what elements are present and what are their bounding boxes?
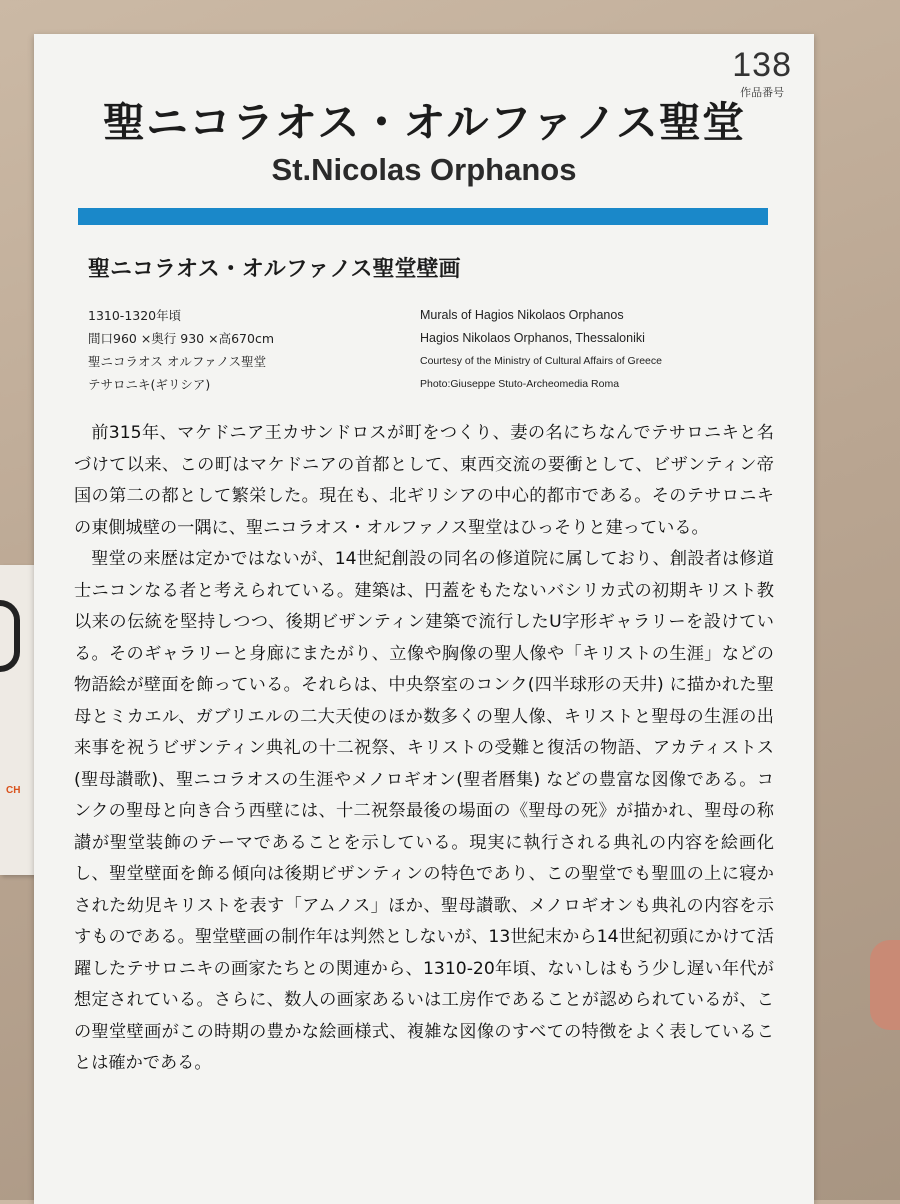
subtitle-japanese: 聖ニコラオス・オルファノス聖堂壁画	[88, 256, 461, 282]
photo-credit: Photo:Giuseppe Stuto-Archeomedia Roma	[420, 378, 620, 390]
metadata-english	[420, 304, 662, 396]
metadata-japanese	[88, 304, 274, 396]
location-text: 聖ニコラオス オルファノス聖堂	[88, 354, 267, 369]
date-text: 1310-1320年頃	[88, 308, 182, 323]
city-text: テサロニキ(ギリシア)	[88, 377, 211, 392]
work-title-english: Murals of Hagios Nikolaos Orphanos	[420, 308, 624, 322]
paragraph: 聖堂の来歴は定かではないが、14世紀創設の同名の修道院に属しており、創設者は修道士ニコンなる者と考えられている。建築は、円蓋をもたないバシリカ式の初期キリスト教以来の伝統を堅持しつつ、後期ビザンティン建築で流行したU字形ギャラリーを設けている。そのギャラリーと身廊にまたがり、立像や胸像の聖人像や「キリストの生涯」などの物語絵が壁面を飾っている。それらは、中央祭室のコンク(四半球形の天井) に描かれた聖母とミカエル、ガブリエルの二大天使のほか数多くの聖人像、キリストと聖母の生涯の出来事を祝うビザンティン典礼の十二祝祭、キリストの受難と復活の物語、アカティストス(聖母讃歌)、聖ニコラオスの生涯やメノロギオン(聖者暦集) などの豊富な図像である。コンクの聖母と向き合う西壁には、十二祝祭最後の場面の《聖母の死》が描かれ、聖母の称讃が聖堂装飾のテーマであることを示している。現実に執行される典礼の内容を絵画化し、聖堂壁面を飾る傾向は後期ビザンティンの特色であり、この聖堂でも聖皿の上に寝かされた幼児キリストを表す「アムノス」ほか、聖母讃歌、メノロギオンも典礼の内容を示すものである。聖堂壁画の制作年は判然としないが、13世紀末から14世紀初頭にかけて活躍したテサロニキの画家たちとの関連から、1310-20年頃、ないしはもう少し遅い年代が想定されている。さらに、数人の画家あるいは工房作であることが認められているが、この聖堂壁画がこの時期の豊かな絵画様式、複雑な図像のすべての特徴をよく表していることは確かである。	[74, 549, 774, 1073]
exhibit-number: 138	[732, 46, 792, 84]
adjacent-sign-text: CH	[6, 785, 21, 796]
adjacent-sign-circle	[0, 600, 20, 672]
accent-bar	[78, 208, 768, 225]
dimensions-text: 間口960 ×奥行 930 ×高670cm	[88, 331, 274, 346]
location-english: Hagios Nikolaos Orphanos, Thessaloniki	[420, 331, 645, 345]
description-body	[74, 418, 774, 1080]
exhibit-label-card	[34, 34, 814, 1204]
visitor-finger	[870, 940, 900, 1030]
exhibit-number-label: 作品番号	[740, 86, 785, 99]
title-english: St.Nicolas Orphanos	[271, 152, 577, 187]
courtesy-credit: Courtesy of the Ministry of Cultural Affairs of Greece	[420, 355, 662, 367]
title-japanese: 聖ニコラオス・オルファノス聖堂	[102, 98, 746, 147]
paragraph: 前315年、マケドニア王カサンドロスが町をつくり、妻の名にちなんでテサロニキと名づけて以来、この町はマケドニアの首都として、東西交流の要衝として、ビザンティン帝国の第二の都として繁栄した。現在も、北ギリシアの中心的都市である。そのテサロニキの東側城壁の一隅に、聖ニコラオス・オルファノス聖堂はひっそりと建っている。	[74, 423, 774, 538]
